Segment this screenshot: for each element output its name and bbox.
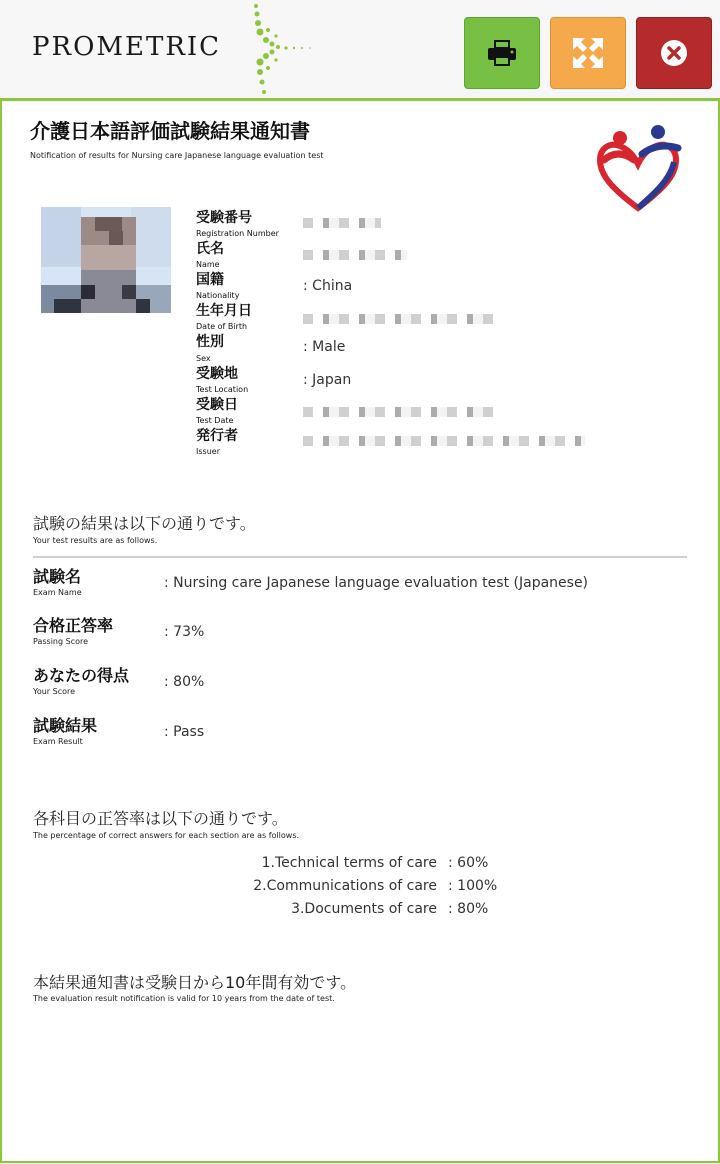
results-intro: 試験の結果は以下の通りです。 <box>33 514 256 533</box>
redacted-issuer <box>303 436 585 446</box>
expand-icon <box>571 36 605 70</box>
info-label-issuer: 発行者 <box>196 428 238 444</box>
section-percent: : 60% <box>448 855 489 871</box>
close-button[interactable] <box>636 17 712 89</box>
notice-subtitle: Notification of results for Nursing care Japanese language evaluation test <box>30 151 324 160</box>
info-label-location: 受験地 <box>196 366 238 382</box>
result-label-exam-name: 試験名 <box>33 567 82 586</box>
sections-intro: 各科目の正答率は以下の通りです。 <box>33 809 288 828</box>
result-label-your-score-en: Your Score <box>33 687 76 696</box>
info-label-dob-en: Date of Birth <box>196 322 248 331</box>
printer-icon <box>486 38 518 68</box>
info-value-sex: : Male <box>303 339 346 355</box>
info-value-nationality: : China <box>303 278 353 294</box>
logo-burst-icon <box>238 0 318 98</box>
section-percent: : 100% <box>448 878 498 894</box>
result-label-exam-result-en: Exam Result <box>33 737 83 746</box>
info-label-location-en: Test Location <box>196 385 249 394</box>
result-label-your-score: あなたの得点 <box>33 666 130 685</box>
notice-title: 介護日本語評価試験結果通知書 <box>30 119 310 143</box>
validity-note: 本結果通知書は受験日から10年間有効です。 <box>33 973 357 992</box>
result-label-exam-name-en: Exam Name <box>33 588 82 597</box>
prometric-logo: PROMETRIC <box>32 32 222 62</box>
section-name: 1.Technical terms of care <box>261 855 437 871</box>
candidate-photo <box>41 207 171 313</box>
result-value-exam-result: : Pass <box>164 724 205 740</box>
info-label-registration: 受験番号 <box>196 210 252 226</box>
info-label-registration-en: Registration Number <box>196 229 279 238</box>
info-label-sex: 性別 <box>196 334 224 350</box>
result-label-passing-score: 合格正答率 <box>33 616 114 635</box>
info-value-location: : Japan <box>303 372 352 388</box>
app-header <box>0 0 720 101</box>
result-value-your-score: : 80% <box>164 674 205 690</box>
results-intro-en: Your test results are as follows. <box>33 536 158 545</box>
section-percent: : 80% <box>448 901 489 917</box>
result-value-passing-score: : 73% <box>164 624 205 640</box>
info-label-dob: 生年月日 <box>196 303 252 319</box>
expand-button[interactable] <box>550 17 626 89</box>
close-icon <box>660 39 688 67</box>
sections-intro-en: The percentage of correct answers for each section are as follows. <box>33 831 300 840</box>
result-label-passing-score-en: Passing Score <box>33 637 89 646</box>
info-label-sex-en: Sex <box>196 354 211 363</box>
info-label-name-en: Name <box>196 260 220 269</box>
redacted-name <box>303 250 407 260</box>
section-name: 3.Documents of care <box>291 901 437 917</box>
redacted-test-date <box>303 407 495 417</box>
info-label-issuer-en: Issuer <box>196 447 220 456</box>
info-label-test-date-en: Test Date <box>196 416 234 425</box>
info-label-name: 氏名 <box>196 241 224 257</box>
validity-note-en: The evaluation result notification is valid for 10 years from the date of test. <box>33 994 335 1003</box>
info-label-nationality: 国籍 <box>196 272 224 288</box>
section-name: 2.Communications of care <box>253 878 437 894</box>
info-label-test-date: 受験日 <box>196 397 238 413</box>
redacted-registration <box>303 218 381 228</box>
result-label-exam-result: 試験結果 <box>33 716 98 735</box>
redacted-dob <box>303 314 501 324</box>
divider <box>33 556 687 558</box>
mhlw-logo-icon <box>594 120 682 216</box>
info-label-nationality-en: Nationality <box>196 291 240 300</box>
print-button[interactable] <box>464 17 540 89</box>
result-value-exam-name: : Nursing care Japanese language evaluation test (Japanese) <box>164 575 589 591</box>
